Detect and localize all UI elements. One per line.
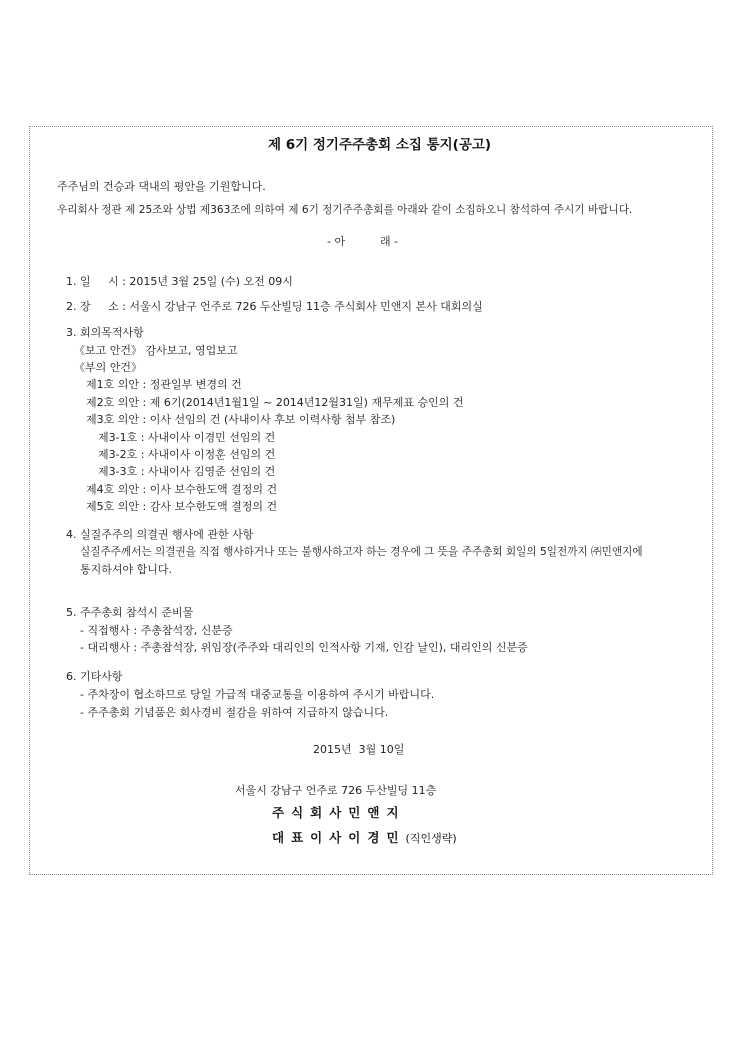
agenda-3-1: 제3-1호 : 사내이사 이경민 선임의 건 xyxy=(98,431,276,444)
schedule-item: 1. 일 시 : 2015년 3월 25일 (수) 오전 09시 xyxy=(66,275,293,288)
notice-title: 제 6기 정기주주총회 소집 통지(공고) xyxy=(268,137,492,153)
agenda-1: 제1호 의안 : 정관일부 변경의 건 xyxy=(86,378,242,391)
agenda-5: 제5호 의안 : 감사 보수한도액 결정의 건 xyxy=(86,500,278,513)
venue-item: 2. 장 소 : 서울시 강남구 언주로 726 두산빌딩 11층 주식회사 민앤지 본사 대회의실 xyxy=(66,300,483,313)
company-address: 서울시 강남구 언주로 726 두산빌딩 11층 xyxy=(235,784,437,797)
seal-omitted-note: (직인생략) xyxy=(405,832,457,845)
ceo-signature xyxy=(272,831,457,846)
misc-line-2: - 주주총회 기념품은 회사경비 절감을 위하여 지급하지 않습니다. xyxy=(80,706,389,719)
agenda-2: 제2호 의안 : 제 6기(2014년1월1일 ~ 2014년12월31일) 재무제표 승인의 건 xyxy=(86,396,464,409)
materials-heading: 5. 주주총회 참석시 준비물 xyxy=(66,606,194,619)
voting-line-1: 실질주주께서는 의결권을 직접 행사하거나 또는 불행사하고자 하는 경우에 그 뜻을 주주총회 회일의 5일전까지 ㈜민앤지에 xyxy=(80,546,643,558)
voting-heading: 4. 실질주주의 의결권 행사에 관한 사항 xyxy=(66,528,254,541)
agenda-4: 제4호 의안 : 이사 보수한도액 결정의 건 xyxy=(86,483,278,496)
materials-proxy: - 대리행사 : 주총참석장, 위임장(주주와 대리인의 인적사항 기재, 인감 날인), 대리인의 신분증 xyxy=(80,641,528,654)
agenda-3: 제3호 의안 : 이사 선임의 건 (사내이사 후보 이력사항 첨부 참조) xyxy=(86,413,396,426)
misc-heading: 6. 기타사항 xyxy=(66,670,123,683)
agenda-heading: 3. 회의목적사항 xyxy=(66,326,144,339)
voting-line-2: 통지하셔야 합니다. xyxy=(80,563,173,576)
ceo-name: 대표이사이경민 xyxy=(272,830,406,845)
resolution-heading: 《부의 안건》 xyxy=(74,361,143,374)
agenda-3-2: 제3-2호 : 사내이사 이정훈 선임의 건 xyxy=(98,448,276,461)
intro-text: 우리회사 정관 제 25조와 상법 제363조에 의하여 제 6기 정기주주총회를 아래와 같이 소집하오니 참석하여 주시기 바랍니다. xyxy=(57,204,633,216)
materials-direct: - 직접행사 : 주총참석장, 신분증 xyxy=(80,624,233,637)
notice-date: 2015년 3월 10일 xyxy=(313,743,405,756)
below-marker: - 아 래 - xyxy=(327,235,399,248)
report-agenda: 《보고 안건》 감사보고, 영업보고 xyxy=(74,344,238,357)
agenda-3-3: 제3-3호 : 사내이사 김영준 선임의 건 xyxy=(98,465,276,478)
misc-line-1: - 주차장이 협소하므로 당일 가급적 대중교통을 이용하여 주시기 바랍니다. xyxy=(80,688,435,701)
company-name: 주식회사민앤지 xyxy=(272,805,406,820)
greeting-text: 주주님의 건승과 댁내의 평안을 기원합니다. xyxy=(57,180,266,193)
